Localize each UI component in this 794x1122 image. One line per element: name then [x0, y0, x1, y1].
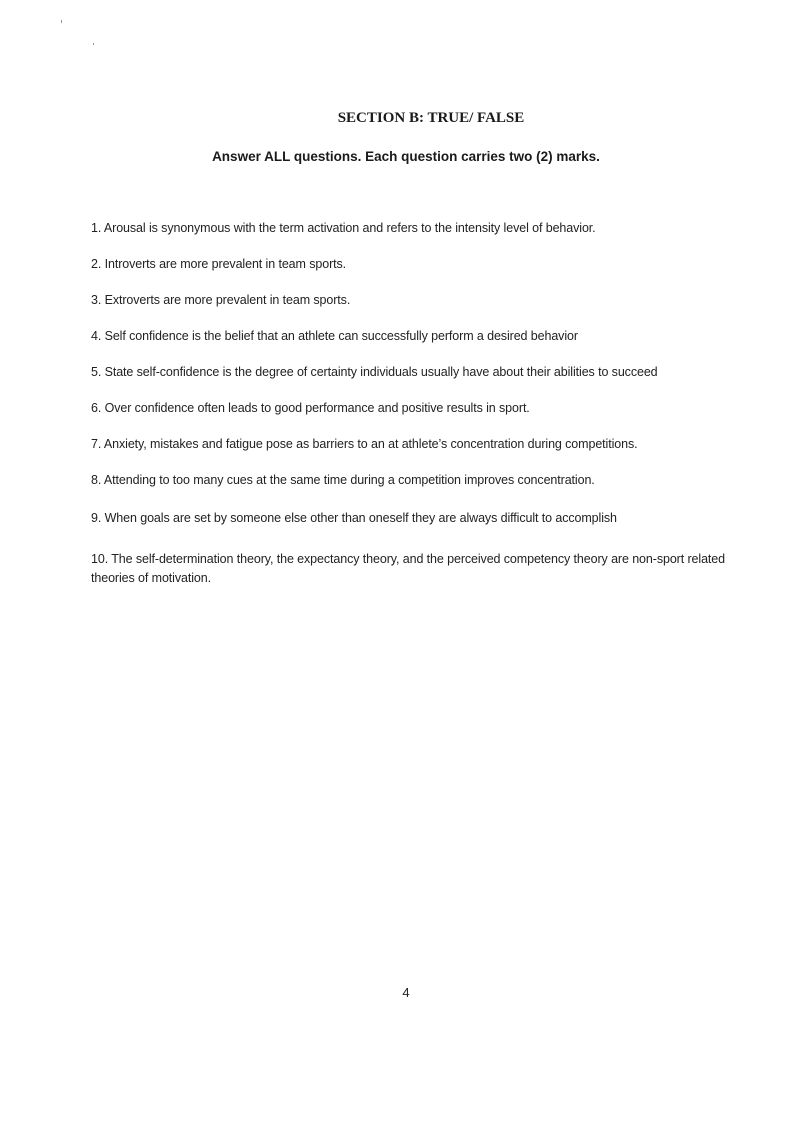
- question-1: 1. Arousal is synonymous with the term activation and refers to the intensity level of behavior.: [91, 221, 596, 235]
- question-2: 2. Introverts are more prevalent in team sports.: [91, 257, 347, 271]
- page-number: 4: [402, 985, 410, 1000]
- instructions: Answer ALL questions. Each question carries two (2) marks.: [212, 149, 600, 164]
- question-4: 4. Self confidence is the belief that an athlete can successfully perform a desired behavior: [91, 329, 578, 343]
- question-10: 10. The self-determination theory, the expectancy theory, and the perceived competency theory are non-sport related theories of motivation.: [91, 552, 726, 585]
- question-8: 8. Attending to too many cues at the same time during a competition improves concentration.: [91, 473, 595, 487]
- scan-speck: [61, 20, 62, 23]
- section-title: SECTION B: TRUE/ FALSE: [337, 110, 525, 126]
- question-9: 9. When goals are set by someone else other than oneself they are always difficult to accomplish: [91, 511, 617, 525]
- question-3: 3. Extroverts are more prevalent in team sports.: [91, 293, 351, 307]
- question-6: 6. Over confidence often leads to good performance and positive results in sport.: [91, 401, 530, 415]
- question-5: 5. State self-confidence is the degree of certainty individuals usually have about their abilities to succeed: [91, 365, 658, 379]
- question-7: 7. Anxiety, mistakes and fatigue pose as barriers to an at athlete’s concentration during competitions.: [91, 437, 638, 451]
- scan-speck: [93, 43, 94, 45]
